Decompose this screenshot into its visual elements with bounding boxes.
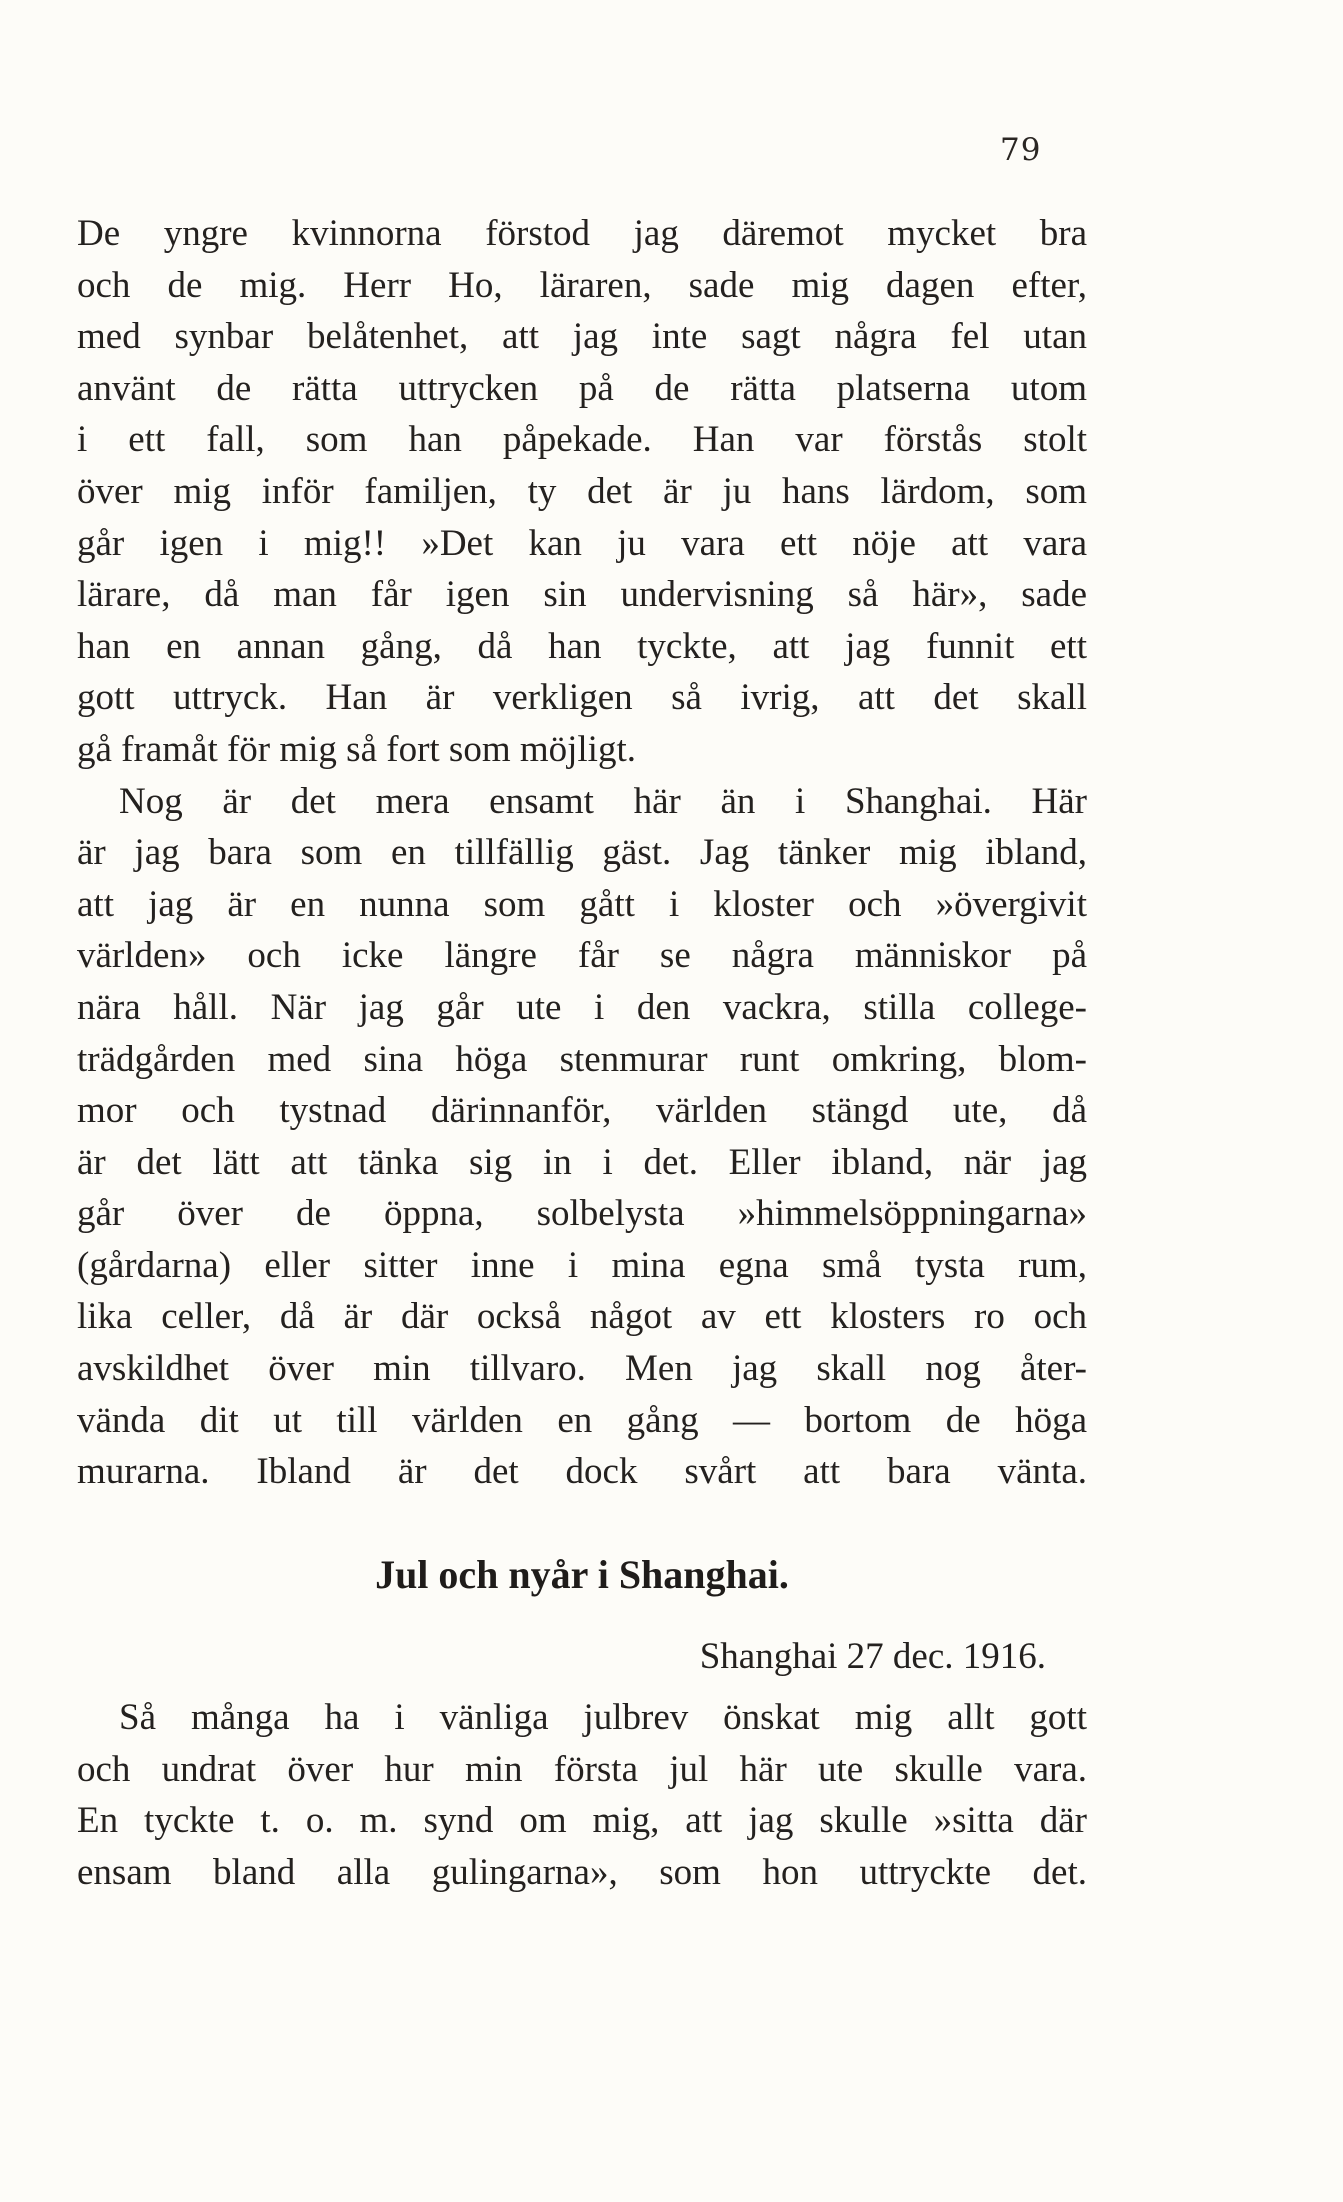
paragraph-start-line: Så många ha i vänliga julbrev önskat mig allt gott: [119, 1697, 1087, 1738]
text-line: murarna. Ibland är det dock svårt att bara vänta.: [77, 1451, 1087, 1493]
text-line: och undrat över hur min första jul här ute skulle vara.: [77, 1748, 1087, 1790]
text-line: går igen i mig!! »Det kan ju vara ett nöje att vara: [77, 522, 1087, 564]
text-line: mor och tystnad därinnanför, världen stängd ute, då: [77, 1090, 1087, 1132]
text-line: över mig inför familjen, ty det är ju hans lärdom, som: [77, 470, 1087, 512]
text-line: är det lätt att tänka sig in i det. Eller ibland, när jag: [77, 1141, 1087, 1183]
text-line: han en annan gång, då han tyckte, att jag funnit ett: [77, 625, 1087, 667]
text-line: gå framåt för mig så fort som möjligt.: [77, 728, 636, 770]
text-line: världen» och icke längre får se några människor på: [77, 935, 1087, 977]
text-line: De yngre kvinnorna förstod jag däremot mycket bra: [77, 213, 1087, 254]
text-line: lärare, då man får igen sin undervisning så här», sade: [77, 574, 1087, 616]
text-line: nära håll. När jag går ute i den vackra, stilla college-: [77, 986, 1087, 1028]
body-text: [77, 208, 1087, 1498]
text-line: ensam bland alla gulingarna», som hon uttryckte det.: [77, 1851, 1087, 1893]
text-line: En tyckte t. o. m. synd om mig, att jag skulle »sitta där: [77, 1800, 1087, 1842]
text-line: är jag bara som en tillfällig gäst. Jag tänker mig ibland,: [77, 832, 1087, 874]
text-line: använt de rätta uttrycken på de rätta platserna utom: [77, 367, 1087, 409]
text-line: i ett fall, som han påpekade. Han var förstås stolt: [77, 419, 1087, 461]
text-line: går över de öppna, solbelysta »himmelsöppningarna»: [77, 1193, 1087, 1235]
text-line: lika celler, då är där också något av ett klosters ro och: [77, 1296, 1087, 1338]
text-line: trädgården med sina höga stenmurar runt omkring, blom-: [77, 1038, 1087, 1080]
page-number: 79: [1000, 132, 1042, 168]
text-line: med synbar belåtenhet, att jag inte sagt några fel utan: [77, 316, 1087, 358]
text-line: avskildhet över min tillvaro. Men jag skall nog åter-: [77, 1348, 1087, 1390]
text-line: att jag är en nunna som gått i kloster och »övergivit: [77, 883, 1087, 925]
paragraph-start-line: Nog är det mera ensamt här än i Shanghai. Här: [119, 780, 1087, 822]
letter-dateline: Shanghai 27 dec. 1916.: [699, 1636, 1046, 1677]
text-line: och de mig. Herr Ho, läraren, sade mig dagen efter,: [77, 264, 1087, 306]
text-line: vända dit ut till världen en gång — bortom de höga: [77, 1399, 1087, 1441]
text-line: (gårdarna) eller sitter inne i mina egna små tysta rum,: [77, 1244, 1087, 1286]
letter-text: [77, 1692, 1087, 1898]
section-heading: Jul och nyår i Shanghai.: [375, 1552, 789, 1597]
text-line: gott uttryck. Han är verkligen så ivrig, att det skall: [77, 677, 1087, 719]
